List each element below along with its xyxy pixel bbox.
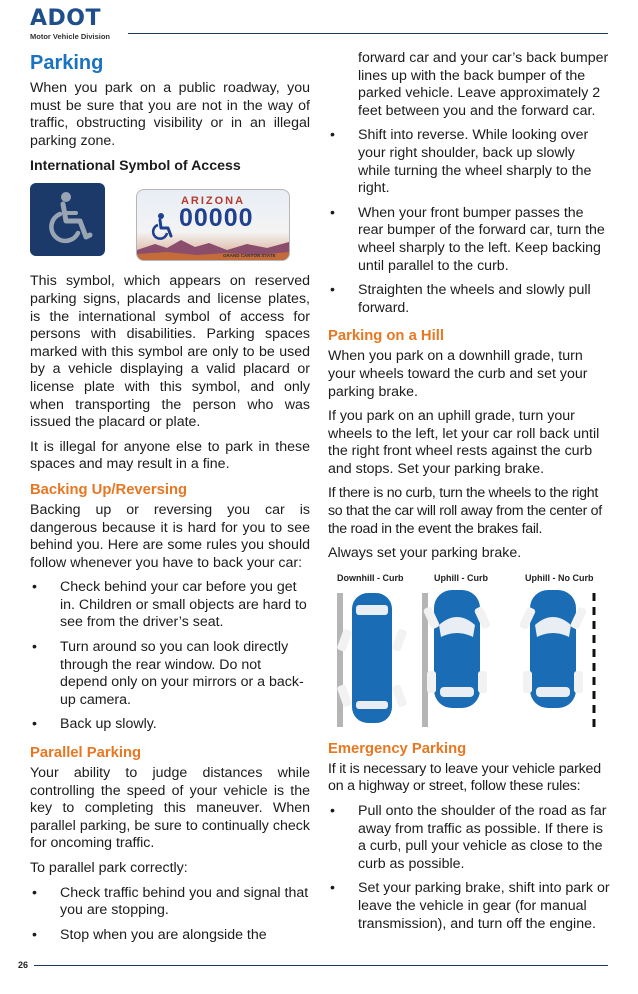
access-symbol-images — [30, 183, 310, 263]
illegal-parking-text: It is illegal for anyone else to park in these spaces and may result in a fine. — [30, 438, 310, 473]
logo-subtitle: Motor Vehicle Division — [30, 32, 111, 41]
label-uphill-no-curb: Uphill - No Curb — [525, 572, 594, 583]
list-item: • Pull onto the shoulder of the road as far away from traffic as possible. If there is a curb, pull your vehicle as close to the curb as possible. — [330, 803, 607, 872]
list-item: • Check behind your car before you get in. Children or small objects are hard to see from the driver’s seat. — [32, 579, 307, 631]
hill-heading: Parking on a Hill — [328, 328, 444, 345]
backing-list — [30, 579, 310, 734]
emergency-list — [328, 803, 611, 933]
plate-number: 00000 — [179, 204, 254, 233]
parallel-continuation: forward car and your car’s back bumper lines up with the back bumper of the parked vehicle. Leave approximately 2 feet between you and the forward car. — [358, 50, 609, 119]
list-item: • Back up slowly. — [32, 716, 157, 733]
list-item: • Check traffic behind you and signal that you are stopping. — [32, 884, 309, 919]
page-number: 26 — [18, 960, 29, 970]
parallel-list-continued — [328, 127, 611, 317]
plate-tagline: GRAND CANYON STATE — [223, 253, 276, 259]
hill-uphill: If you park on an uphill grade, turn your wheels to the left, let your car roll back until the right front wheel rests against the curb and stops. Set your parking brake. — [328, 408, 600, 477]
logo-text: ADOT — [30, 6, 101, 31]
label-downhill-curb: Downhill - Curb — [337, 572, 404, 583]
list-item: • When your front bumper passes the rear bumper of the forward car, turn the wheel sharply to the left. Keep backing until parallel to the curb. — [330, 204, 605, 274]
plate-state: ARIZONA — [180, 195, 246, 208]
label-uphill-curb: Uphill - Curb — [434, 572, 488, 583]
parking-title: Parking — [30, 52, 104, 74]
parallel-list — [30, 885, 310, 945]
list-item: • Straighten the wheels and slowly pull forward. — [330, 282, 591, 316]
footer-divider — [34, 965, 608, 966]
car-uphill-curb-icon — [423, 590, 491, 708]
hill-cars-svg — [328, 585, 611, 730]
list-item: • Turn around so you can look directly through the rear window. Do not depend only on your mirrors or a back-up camera. — [32, 639, 304, 708]
page-header — [0, 0, 638, 44]
list-item: • Stop when you are alongside the — [32, 926, 267, 943]
arizona-license-plate — [136, 189, 290, 261]
emergency-heading: Emergency Parking — [328, 740, 467, 757]
hill-parking-diagram — [328, 570, 611, 730]
list-item: • Shift into reverse. While looking over your right shoulder, back up slowly while turning the wheel sharply to the right. — [330, 127, 592, 197]
hill-brake: Always set your parking brake. — [328, 545, 522, 562]
adot-logo — [30, 6, 118, 42]
header-divider — [128, 33, 608, 34]
right-column — [328, 50, 611, 943]
parallel-intro: Your ability to judge distances while controlling the speed of your vehicle is the key to completing this maneuver. When parallel parking, be sure to continually check for oncoming traffic. — [30, 765, 310, 852]
list-item: • Set your parking brake, shift into park or leave the vehicle in gear (for manual transmission), and turn off the engine. — [330, 880, 610, 932]
parking-intro: When you park on a public roadway, you must be sure that you are not in the way of traffic, obstructing visibility or in an illegal parking zone. — [30, 80, 310, 149]
isa-heading: International Symbol of Access — [30, 158, 241, 175]
backing-intro: Backing up or reversing you car is dangerous because it is hard for you to see behind you. Here are some rules you should follow whenever you have to back your car: — [30, 501, 310, 571]
isa-description: This symbol, which appears on reserved parking signs, placards and license plates, is the international symbol of access for persons with disabilities. Parking spaces marked with this symbol are only to be used by a vehicle displaying a valid placard or license plate with this symbol, and only when transporting the person who was issued the placard or plate. — [30, 273, 310, 431]
hill-downhill: When you park on a downhill grade, turn your wheels toward the curb and set your parking brake. — [328, 348, 588, 400]
car-downhill-icon — [336, 593, 407, 723]
wheelchair-access-icon — [30, 183, 105, 256]
curb-left — [337, 593, 343, 727]
parallel-lead: To parallel park correctly: — [30, 860, 188, 876]
parallel-heading: Parallel Parking — [30, 745, 142, 762]
emergency-intro: If it is necessary to leave your vehicle parked on a highway or street, follow these rules: — [328, 760, 601, 795]
car-uphill-no-curb-icon — [519, 590, 587, 708]
left-column — [30, 50, 310, 954]
hill-no-curb: If there is no curb, turn the wheels to the right so that the car will roll away from the center of the road in the event the brakes fail. — [328, 485, 602, 537]
backing-heading: Backing Up/Reversing — [30, 481, 188, 498]
